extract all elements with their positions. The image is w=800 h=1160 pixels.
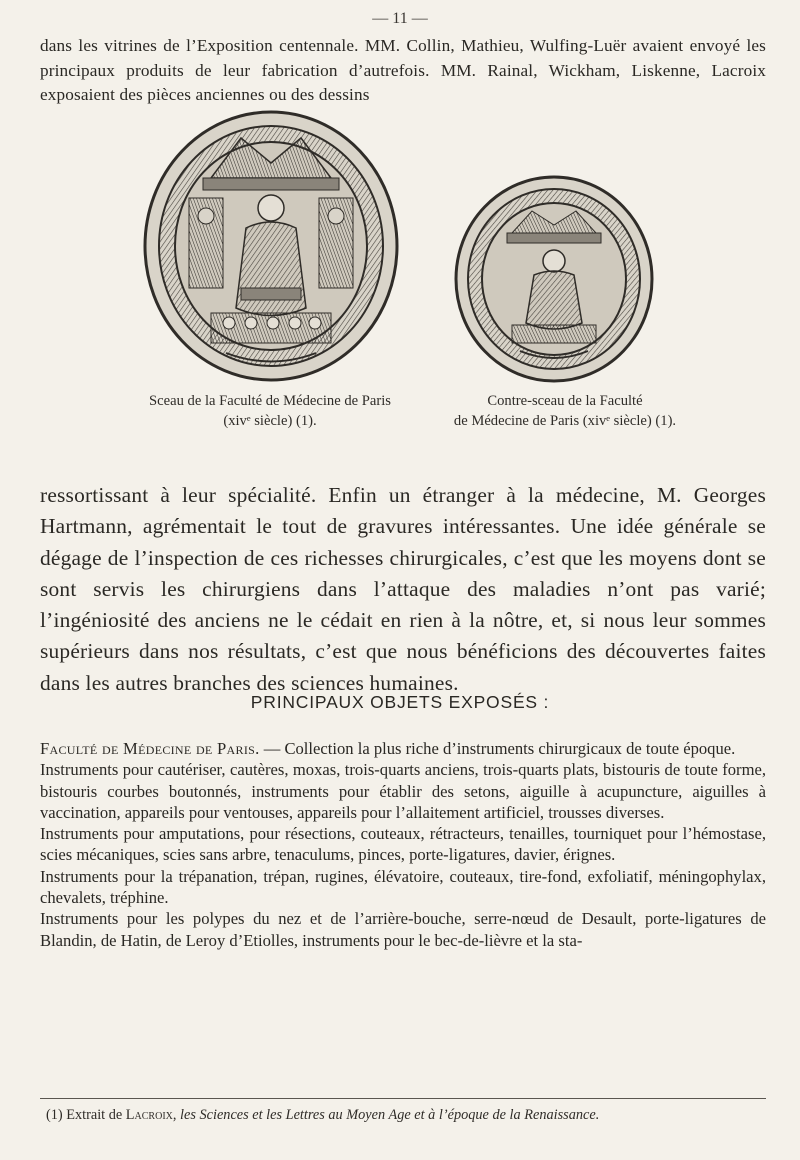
footnote-divider (40, 1098, 766, 1099)
footnote-author: Lacroix (125, 1107, 173, 1123)
footnote-marker: (1) Extrait de (46, 1107, 126, 1123)
faculty-counter-seal-image (452, 173, 656, 385)
list-paragraph: Instruments pour les polypes du nez et de l’arrière-bouche, serre-nœud de Desault, porte-ligatures de Blandin, de Hatin, de Leroy d’Etiolles, instruments pour le bec-de-lièvre et la sta- (40, 909, 766, 950)
top-paragraph: dans les vitrines de l’Exposition centennale. MM. Collin, Mathieu, Wulfing-Luër avaient envoyé les principaux produits de leur fabrication d’autrefois. MM. Rainal, Wickham, Liskenne, Lacroix exposaient des pièces anciennes ou des dessins (40, 36, 766, 105)
counter-seal-caption-line2: de Médecine de Paris (xivᵉ siècle) (1). (453, 412, 677, 429)
list-paragraph: Instruments pour amputations, pour résections, couteaux, rétracteurs, tenailles, tourniquet pour l’hémostase, scies mécaniques, scies sans arbre, tenaculums, pinces, porte-ligatures, davier, érignes. (40, 824, 766, 865)
section-heading: PRINCIPAUX OBJETS EXPOSÉS : (250, 692, 550, 712)
seal-caption-line2: (xivᵉ siècle) (1). (223, 412, 317, 429)
seal-caption (120, 392, 420, 431)
footnote-title: les Sciences et les Lettres au Moyen Age et à l’époque de la Renaissance. (180, 1107, 600, 1123)
list-paragraph: Instruments pour la trépanation, trépan, rugines, élévatoire, couteaux, tire-fond, exfoliatif, méningophylax, chevalets, tréphine. (40, 866, 766, 908)
faculty-description: — Collection la plus riche d’instruments chirurgicaux de toute époque. (259, 739, 736, 758)
list-paragraph: Instruments pour cautériser, cautères, moxas, trois-quarts anciens, trois-quarts plats, bistouris de toute forme, bistouris courbes boutonnés, instruments pour établir des setons, aiguille à acupuncture, aiguilles à vaccination, appareils pour ventouses, appareils pour l’allaitement artificiel, trousses diverses. (40, 760, 766, 822)
faculty-seal-image (141, 108, 401, 383)
exhibit-list (40, 738, 766, 951)
counter-seal-caption-line1: Contre-sceau de la Faculté (487, 393, 643, 409)
counter-seal-caption (400, 392, 730, 431)
main-paragraph: ressortissant à leur spécialité. Enfin un étranger à la médecine, M. Georges Hartmann, agrémentait le tout de gravures intéressantes. Une idée générale se dégage de l’inspection de ces richesses chirurgicales, c’est que les moyens dont se sont servis les chirurgiens dans l’attaque des maladies n’ont pas varié; l’ingéniosité des anciens ne le cédait en rien à la nôtre, et, si nous leur sommes supérieurs dans nos résultats, c’est que nous bénéficions des découvertes faites dans les autres branches des sciences humaines. (40, 483, 766, 695)
list-lead-paragraph (40, 738, 766, 759)
footnote (46, 1107, 766, 1124)
footnote-separator: , (172, 1107, 181, 1123)
faculty-label: Faculté de Médecine de Paris. (40, 739, 260, 758)
page-number: — 11 — (372, 10, 428, 27)
seal-caption-line1: Sceau de la Faculté de Médecine de Paris (149, 393, 391, 409)
